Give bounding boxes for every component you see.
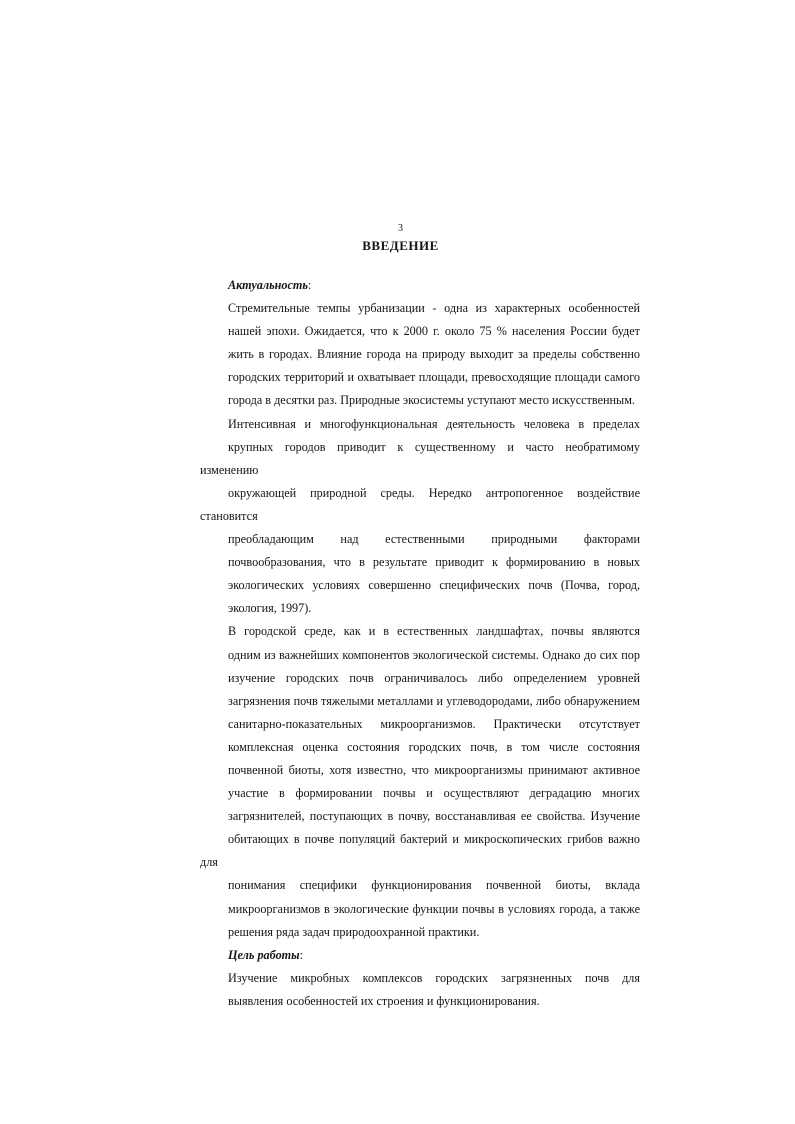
paragraph-1 <box>200 297 640 412</box>
paragraph-4 <box>200 967 640 1013</box>
section-label-relevance-text: Актуальность <box>228 278 308 292</box>
paragraph-3 <box>200 620 640 943</box>
text-line: окружающей природной среды. Нередко антропогенное воздействие становится <box>200 485 640 523</box>
text-line: Стремительные темпы урбанизации - одна из характерных особенностей <box>228 301 640 316</box>
section-label-relevance <box>200 274 640 297</box>
page-number: 3 <box>398 223 403 234</box>
text-line: выявления особенностей их строения и функционирования. <box>228 993 540 1008</box>
text-line: Изучение микробных комплексов городских загрязненных почв для <box>228 970 640 985</box>
text-line: В городской среде, как и в естественных ландшафтах, почвы являются <box>228 624 640 639</box>
text-line: загрязнения почв тяжелыми металлами и углеводородами, либо обнаружением <box>228 693 640 708</box>
text-line: преобладающим над естественными природными факторами <box>228 532 640 547</box>
section-label-goal <box>200 944 640 967</box>
text-line: экологических условиях совершенно специфических почв (Почва, город, <box>228 578 640 593</box>
text-line: городских территорий и охватывает площади, превосходящие площади самого <box>228 370 640 385</box>
text-line: санитарно-показательных микроорганизмов. Практически отсутствует <box>228 716 640 731</box>
page-title: ВВЕДЕНИЕ <box>362 238 439 253</box>
text-line: понимания специфики функционирования почвенной биоты, вклада <box>228 878 640 893</box>
text-line: обитающих в почве популяций бактерий и микроскопических грибов важно для <box>200 832 640 870</box>
section-label-goal-text: Цель работы <box>228 947 300 962</box>
document-body <box>200 274 640 1013</box>
text-line: экология, 1997). <box>228 601 312 616</box>
section-label-colon: : <box>299 947 303 962</box>
text-line: почвенной биоты, хотя известно, что микроорганизмы принимают активное <box>228 762 640 777</box>
text-line: микроорганизмов в экологические функции почвы в условиях города, а также <box>228 901 640 916</box>
section-label-colon: : <box>307 278 312 292</box>
paragraph-2 <box>200 413 640 621</box>
text-line: изучение городских почв ограничивалось либо определением уровней <box>228 670 640 685</box>
text-line: города в десятки раз. Природные экосистемы уступают место искусственным. <box>228 393 635 408</box>
text-line: Интенсивная и многофункциональная деятельность человека в пределах <box>228 416 640 431</box>
text-line: решения ряда задач природоохранной практики. <box>228 924 480 939</box>
text-line: комплексная оценка состояния городских почв, в том числе состояния <box>228 739 640 754</box>
text-line: загрязнителей, поступающих в почву, восстанавливая ее свойства. Изучение <box>228 809 640 824</box>
text-line: почвообразования, что в результате приводит к формированию в новых <box>228 555 640 570</box>
text-line: нашей эпохи. Ожидается, что к 2000 г. около 75 % населения России будет <box>228 324 640 339</box>
text-line: участие в формировании почвы и осуществляют деградацию многих <box>228 786 640 801</box>
text-line: одним из важнейших компонентов экологической системы. Однако до сих пор <box>228 647 640 662</box>
text-line: крупных городов приводит к существенному и часто необратимому изменению <box>200 439 640 477</box>
text-line: жить в городах. Влияние города на природу выходит за пределы собственно <box>228 347 640 362</box>
